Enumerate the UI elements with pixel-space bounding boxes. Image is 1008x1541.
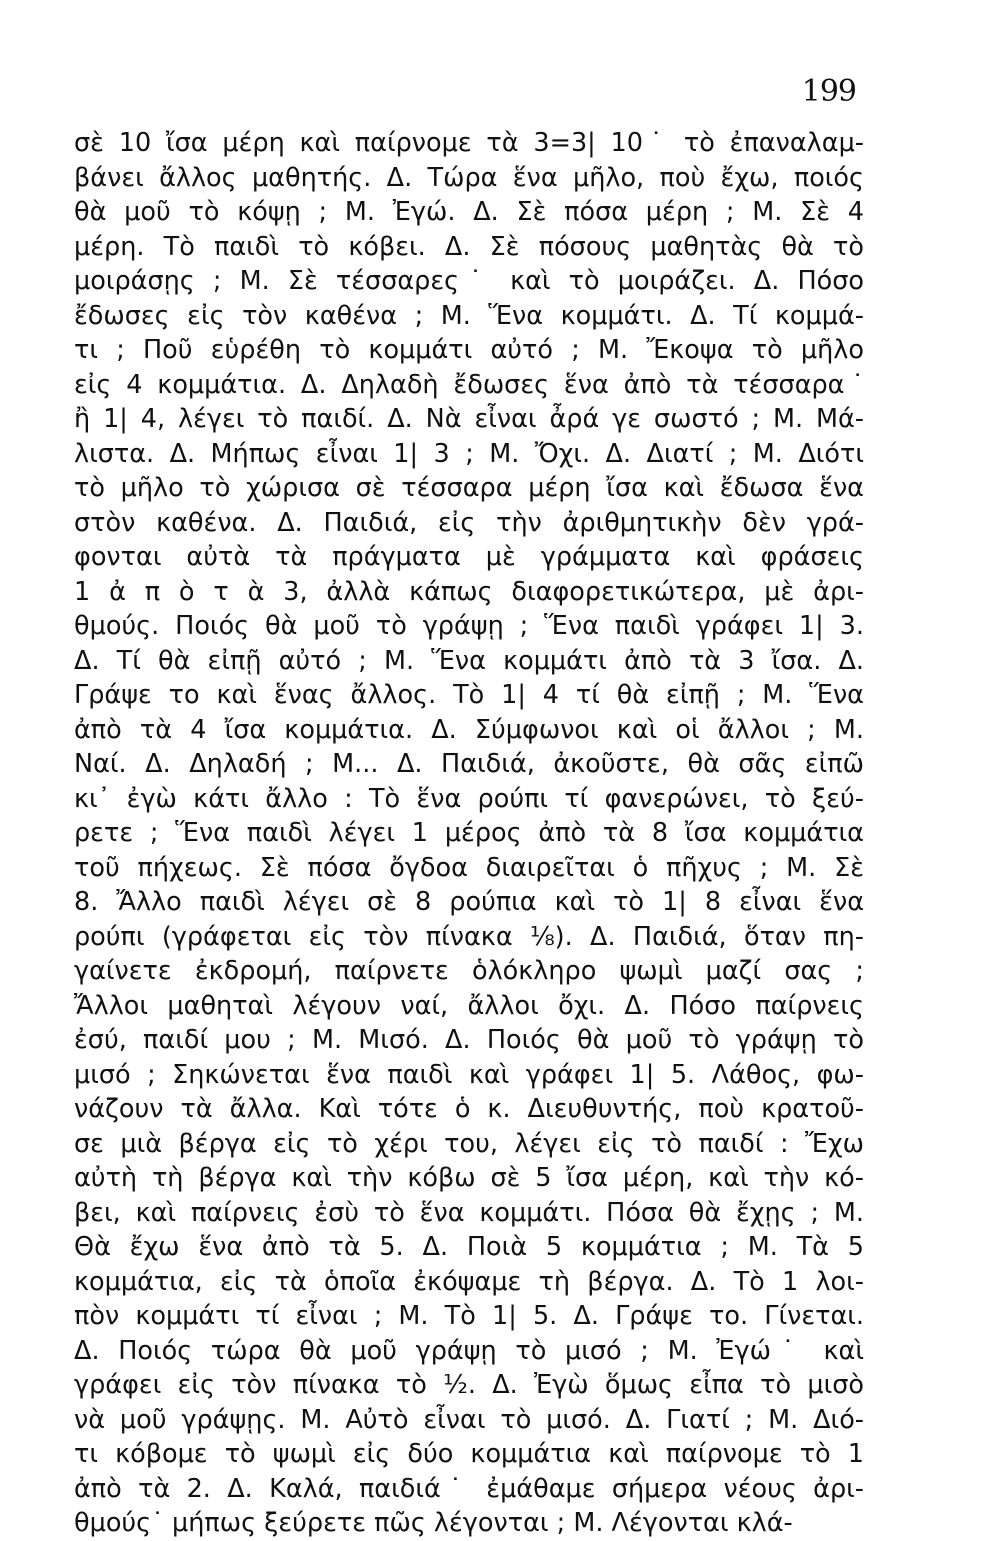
page-number: 199 xyxy=(801,74,856,109)
text-line: Ἄλλοι μαθηταὶ λέγουν ναί, ἄλλοι ὄχι. Δ. Πόσο παίρνεις xyxy=(74,990,864,1021)
text-line: φονται αὐτὰ τὰ πράγματα μὲ γράμματα καὶ φράσεις xyxy=(74,542,864,572)
text-line: βάνει ἄλλος μαθητής. Δ. Τώρα ἕνα μῆλο, ποὺ ἔχω, ποιός xyxy=(74,162,864,193)
text-line: ἀπὸ τὰ 2. Δ. Καλά, παιδιά˙ ἐμάθαμε σήμερα νέους ἀρι- xyxy=(74,1473,864,1504)
text-line: Ναί. Δ. Δηλαδή ; Μ... Δ. Παιδιά, ἀκοῦστε, θὰ σᾶς εἰπῶ xyxy=(74,749,864,779)
text-line: λιστα. Δ. Μήπως εἶναι 1| 3 ; Μ. Ὄχι. Δ. Διατί ; Μ. Διότι xyxy=(74,438,864,469)
text-line: θὰ μοῦ τὸ κόψῃ ; Μ. Ἐγώ. Δ. Σὲ πόσα μέρη ; Μ. Σὲ 4 xyxy=(74,197,864,227)
text-line: σὲ 10 ἴσα μέρη καὶ παίρνομε τὰ 3=3| 10˙ τὸ ἐπαναλαμ- xyxy=(74,128,864,158)
text-line: νὰ μοῦ γράψῃς. Μ. Αὐτὸ εἶναι τὸ μισό. Δ. Γιατί ; Μ. Διό- xyxy=(74,1404,864,1435)
text-line: αὐτὴ τὴ βέργα καὶ τὴν κόβω σὲ 5 ἴσα μέρη, καὶ τὴν κό- xyxy=(74,1163,864,1193)
text-line: Δ. Τί θὰ εἰπῇ αὐτό ; Μ. Ἕνα κομμάτι ἀπὸ τὰ 3 ἴσα. Δ. xyxy=(74,645,864,676)
text-line: ἢ 1| 4, λέγει τὸ παιδί. Δ. Νὰ εἶναι ἆρά γε σωστό ; Μ. Μά- xyxy=(74,404,864,434)
text-line: 1 ἀ π ὸ τ ὰ 3, ἀλλὰ κάπως διαφορετικώτερα, μὲ ἀρι- xyxy=(74,576,864,607)
text-line: γράφει εἰς τὸν πίνακα τὸ ½. Δ. Ἐγὼ ὅμως εἶπα τὸ μισὸ xyxy=(74,1370,864,1400)
text-line: γαίνετε ἐκδρομή, παίρνετε ὁλόκληρο ψωμὶ μαζί σας ; xyxy=(74,956,864,986)
text-line: κομμάτια, εἰς τὰ ὁποῖα ἐκόψαμε τὴ βέργα. Δ. Τὸ 1 λοι- xyxy=(74,1266,864,1297)
text-line: πὸν κομμάτι τί εἶναι ; Μ. Τὸ 1| 5. Δ. Γράψε το. Γίνεται. xyxy=(74,1301,864,1331)
text-line: μισό ; Σηκώνεται ἕνα παιδὶ καὶ γράφει 1| 5. Λάθος, φω- xyxy=(74,1059,864,1090)
text-line: ἀπὸ τὰ 4 ἴσα κομμάτια. Δ. Σύμφωνοι καὶ οἱ ἄλλοι ; Μ. xyxy=(74,714,864,745)
text-line: ἔδωσες εἰς τὸν καθένα ; Μ. Ἕνα κομμάτι. Δ. Τί κομμά- xyxy=(74,300,864,331)
text-line: τι ; Ποῦ εὑρέθη τὸ κομμάτι αὐτό ; Μ. Ἔκοψα τὸ μῆλο xyxy=(74,335,864,365)
text-line: στὸν καθένα. Δ. Παιδιά, εἰς τὴν ἀριθμητικὴν δὲν γρά- xyxy=(74,507,864,538)
text-line: μοιράσῃς ; Μ. Σὲ τέσσαρες˙ καὶ τὸ μοιράζει. Δ. Πόσο xyxy=(74,266,864,296)
text-line: μέρη. Τὸ παιδὶ τὸ κόβει. Δ. Σὲ πόσους μαθητὰς θὰ τὸ xyxy=(74,231,864,262)
text-line: τοῦ πήχεως. Σὲ πόσα ὄγδοα διαιρεῖται ὁ πῆχυς ; Μ. Σὲ xyxy=(74,852,864,883)
text-line: θμούς˙ μήπως ξεύρετε πῶς λέγονται ; Μ. Λέγονται κλά- xyxy=(74,1508,793,1538)
text-line: νάζουν τὰ ἄλλα. Καὶ τότε ὁ κ. Διευθυντής, ποὺ κρατοῦ- xyxy=(74,1094,864,1124)
text-line: Δ. Ποιός τώρα θὰ μοῦ γράψῃ τὸ μισό ; Μ. Ἐγώ˙ καὶ xyxy=(74,1335,864,1366)
text-line: κι᾿ ἐγὼ κάτι ἄλλο : Τὸ ἕνα ρούπι τί φανερώνει, τὸ ξεύ- xyxy=(74,783,864,814)
text-line: σε μιὰ βέργα εἰς τὸ χέρι του, λέγει εἰς τὸ παιδί : Ἔχω xyxy=(74,1128,864,1159)
body-text xyxy=(74,126,864,1541)
text-line: ρετε ; Ἕνα παιδὶ λέγει 1 μέρος ἀπὸ τὰ 8 ἴσα κομμάτια xyxy=(74,818,864,848)
text-line: εἰς 4 κομμάτια. Δ. Δηλαδὴ ἔδωσες ἕνα ἀπὸ τὰ τέσσαρα˙ xyxy=(74,369,864,400)
text-line: 8. Ἄλλο παιδὶ λέγει σὲ 8 ρούπια καὶ τὸ 1| 8 εἶναι ἕνα xyxy=(74,887,864,917)
text-line: Γράψε το καὶ ἕνας ἄλλος. Τὸ 1| 4 τί θὰ εἰπῇ ; Μ. Ἕνα xyxy=(74,680,864,710)
text-line: Θὰ ἔχω ἕνα ἀπὸ τὰ 5. Δ. Ποιὰ 5 κομμάτια ; Μ. Τὰ 5 xyxy=(74,1232,864,1262)
text-line: τι κόβομε τὸ ψωμὶ εἰς δύο κομμάτια καὶ παίρνομε τὸ 1 xyxy=(74,1439,864,1469)
text-line: ἐσύ, παιδί μου ; Μ. Μισό. Δ. Ποιός θὰ μοῦ τὸ γράψῃ τὸ xyxy=(74,1025,864,1055)
text-line: θμούς. Ποιός θὰ μοῦ τὸ γράψῃ ; Ἕνα παιδὶ γράφει 1| 3. xyxy=(74,611,864,641)
text-line: βει, καὶ παίρνεις ἐσὺ τὸ ἕνα κομμάτι. Πόσα θὰ ἔχῃς ; Μ. xyxy=(74,1197,864,1228)
text-line: τὸ μῆλο τὸ χώρισα σὲ τέσσαρα μέρη ἴσα καὶ ἔδωσα ἕνα xyxy=(74,473,864,503)
text-line: ρούπι (γράφεται εἰς τὸν πίνακα ⅛). Δ. Παιδιά, ὅταν πη- xyxy=(74,921,864,952)
